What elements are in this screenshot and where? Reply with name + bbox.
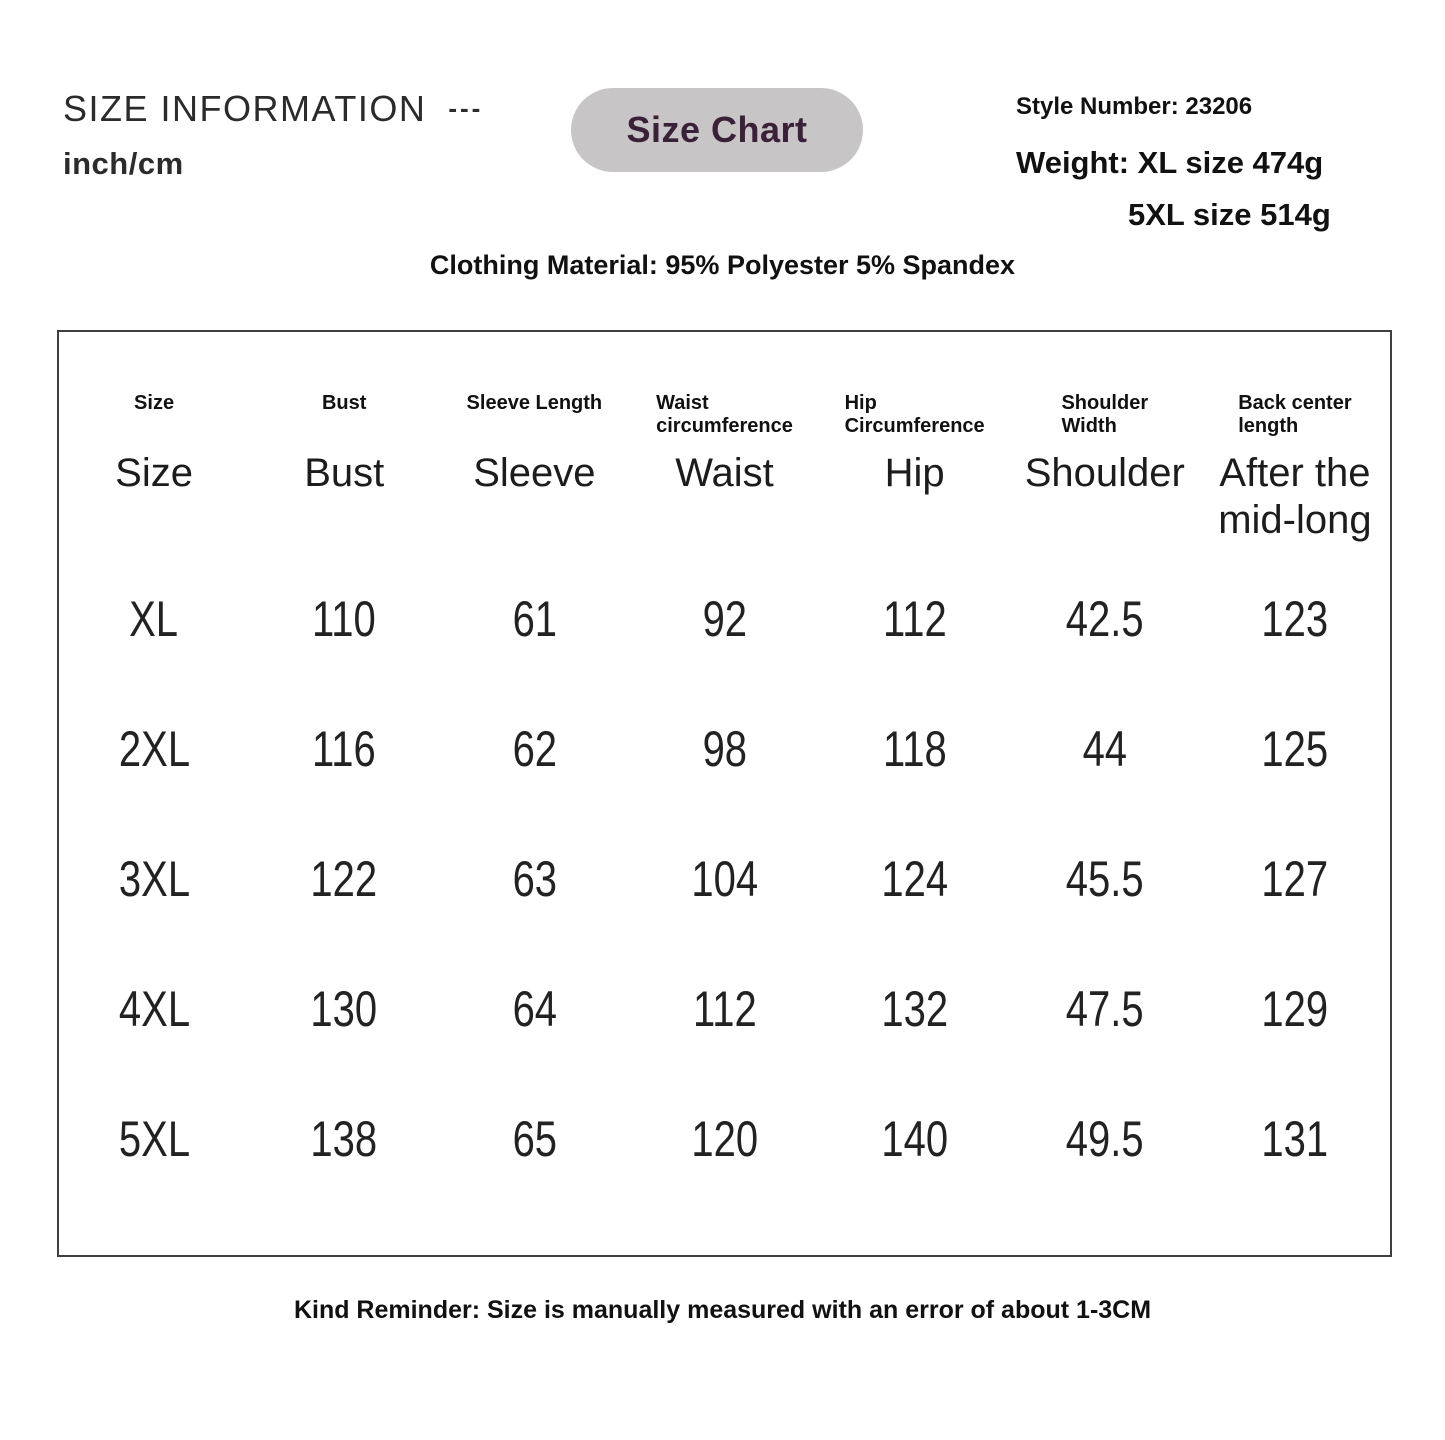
value-cell: 118 bbox=[882, 721, 947, 777]
value-cell: 61 bbox=[512, 591, 557, 647]
material-note: Clothing Material: 95% Polyester 5% Spandex bbox=[429, 250, 1016, 280]
value-cell: 42.5 bbox=[1065, 591, 1144, 647]
page-title-row bbox=[63, 88, 483, 130]
size-chart-badge bbox=[571, 88, 863, 172]
style-number: Style Number: 23206 bbox=[1016, 93, 1253, 120]
title-dashes: --- bbox=[448, 93, 484, 123]
value-cell: 64 bbox=[512, 981, 557, 1037]
value-cell: 123 bbox=[1261, 591, 1329, 647]
value-cell: 62 bbox=[512, 721, 557, 777]
table-row bbox=[59, 814, 1390, 944]
table-row bbox=[59, 554, 1390, 684]
table-row bbox=[59, 944, 1390, 1074]
value-cell: 138 bbox=[310, 1111, 378, 1167]
column-header-label: Shoulder bbox=[1024, 451, 1185, 495]
table-row bbox=[59, 1074, 1390, 1204]
column-header-label: Hip bbox=[884, 451, 945, 495]
column-header bbox=[820, 392, 1010, 554]
column-header-label: Sleeve bbox=[473, 451, 596, 495]
value-cell: 124 bbox=[881, 851, 948, 907]
value-cell: 65 bbox=[512, 1111, 557, 1167]
table-header-row bbox=[59, 332, 1390, 554]
value-cell: 92 bbox=[702, 591, 747, 647]
weight-line-2: 5XL size 514g bbox=[1128, 197, 1331, 232]
value-cell: 63 bbox=[512, 851, 557, 907]
size-cell: 2XL bbox=[118, 721, 190, 777]
value-cell: 116 bbox=[312, 721, 377, 777]
column-header bbox=[629, 392, 819, 554]
value-cell: 120 bbox=[691, 1111, 758, 1167]
value-cell: 131 bbox=[1261, 1111, 1329, 1167]
page-title: SIZE INFORMATION bbox=[63, 88, 427, 129]
value-cell: 110 bbox=[312, 591, 377, 647]
value-cell: 125 bbox=[1261, 721, 1329, 777]
size-cell: 4XL bbox=[118, 981, 190, 1037]
badge-label: Size Chart bbox=[626, 109, 808, 150]
value-cell: 140 bbox=[881, 1111, 948, 1167]
meta-block bbox=[1016, 93, 1331, 233]
column-header-label: After the mid-long bbox=[1218, 451, 1372, 542]
size-cell: 5XL bbox=[118, 1111, 190, 1167]
column-header bbox=[1010, 392, 1200, 554]
weight-line-1: Weight: XL size 474g bbox=[1016, 145, 1324, 180]
column-header bbox=[59, 392, 249, 554]
size-cell: XL bbox=[129, 591, 179, 647]
value-cell: 98 bbox=[702, 721, 747, 777]
column-header-group: Back center length bbox=[1238, 392, 1352, 437]
column-header-label: Bust bbox=[304, 451, 385, 495]
size-table bbox=[57, 330, 1392, 1257]
value-cell: 112 bbox=[882, 591, 947, 647]
table-row bbox=[59, 684, 1390, 814]
column-header bbox=[249, 392, 439, 554]
value-cell: 127 bbox=[1261, 851, 1329, 907]
column-header-group: Sleeve Length bbox=[466, 392, 603, 414]
table-body bbox=[59, 554, 1390, 1204]
column-header-group: Waist circumference bbox=[656, 392, 793, 437]
value-cell: 112 bbox=[692, 981, 757, 1037]
reminder-note: Kind Reminder: Size is manually measured with an error of about 1-3CM bbox=[293, 1296, 1152, 1324]
column-header-group: Size bbox=[134, 392, 175, 414]
column-header-label: Waist bbox=[675, 451, 774, 495]
column-header-group: Bust bbox=[321, 392, 367, 414]
unit-label: inch/cm bbox=[63, 146, 184, 181]
column-header bbox=[439, 392, 629, 554]
value-cell: 122 bbox=[310, 851, 378, 907]
column-header-group: Shoulder Width bbox=[1061, 392, 1149, 437]
value-cell: 129 bbox=[1261, 981, 1329, 1037]
value-cell: 49.5 bbox=[1065, 1111, 1144, 1167]
column-header bbox=[1200, 392, 1390, 554]
column-header-label: Size bbox=[115, 451, 193, 495]
column-header-group: Hip Circumference bbox=[844, 392, 985, 437]
value-cell: 45.5 bbox=[1065, 851, 1144, 907]
value-cell: 130 bbox=[310, 981, 378, 1037]
value-cell: 132 bbox=[881, 981, 948, 1037]
value-cell: 47.5 bbox=[1065, 981, 1144, 1037]
value-cell: 104 bbox=[691, 851, 758, 907]
size-cell: 3XL bbox=[118, 851, 190, 907]
value-cell: 44 bbox=[1082, 721, 1128, 777]
